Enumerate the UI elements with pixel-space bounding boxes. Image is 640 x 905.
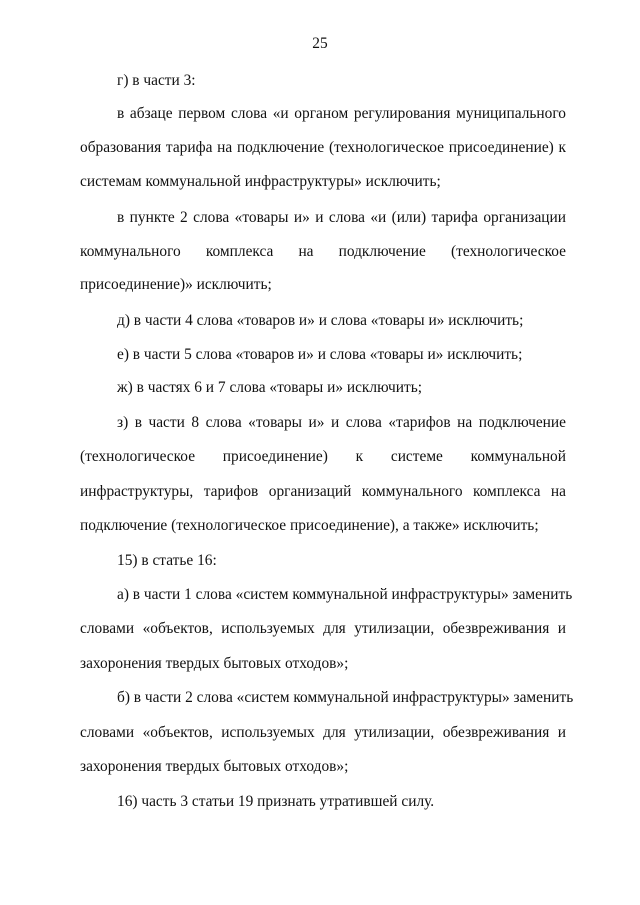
text-line: подключение (технологическое присоединение), а также» исключить; [80,517,539,534]
text-line: присоединение)» исключить; [80,276,272,293]
text-line: (технологическое присоединение) к системе коммунальной [80,448,566,465]
text-line: системам коммунальной инфраструктуры» исключить; [80,173,441,190]
page-number: 25 [312,35,328,52]
text-line: захоронения твердых бытовых отходов»; [80,655,349,672]
text-line: инфраструктуры, тарифов организаций коммунального комплекса на [80,483,566,500]
text-line: захоронения твердых бытовых отходов»; [80,758,349,775]
text-line: а) в части 1 слова «систем коммунальной инфраструктуры» заменить [117,586,573,603]
text-line: словами «объектов, используемых для утилизации, обезвреживания и [80,724,566,741]
text-line: д) в части 4 слова «товаров и» и слова «товары и» исключить; [117,312,524,329]
text-line: 15) в статье 16: [117,552,217,569]
text-line: в абзаце первом слова «и органом регулирования муниципального [117,105,566,122]
text-line: г) в части 3: [117,72,196,89]
text-line: словами «объектов, используемых для утилизации, обезвреживания и [80,620,566,637]
text-line: з) в части 8 слова «товары и» и слова «тарифов на подключение [117,414,566,431]
text-line: образования тарифа на подключение (технологическое присоединение) к [80,139,566,156]
text-line: в пункте 2 слова «товары и» и слова «и (или) тарифа организации [117,209,566,226]
text-line: б) в части 2 слова «систем коммунальной инфраструктуры» заменить [117,689,574,706]
text-line: 16) часть 3 статьи 19 признать утратившей силу. [117,793,435,810]
text-line: е) в части 5 слова «товаров и» и слова «товары и» исключить; [117,346,523,363]
text-line: коммунального комплекса на подключение (технологическое [80,243,566,260]
text-line: ж) в частях 6 и 7 слова «товары и» исключить; [117,379,422,396]
